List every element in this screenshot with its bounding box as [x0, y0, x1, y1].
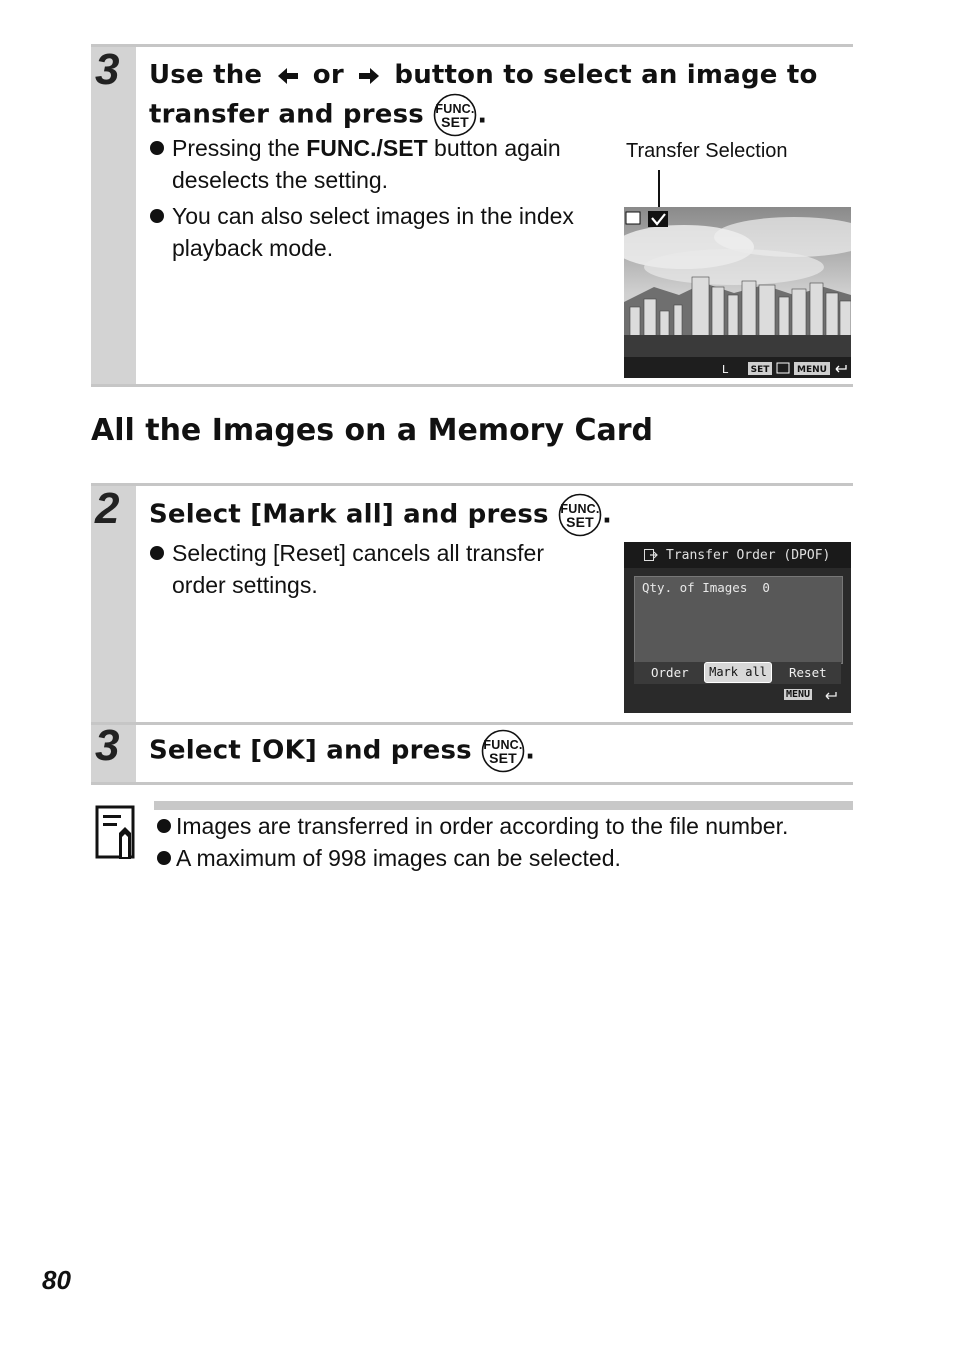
step-title: Select [Mark all] and press FUNC. SET .	[149, 493, 612, 537]
bullet-item: You can also select images in the index playback mode.	[149, 200, 609, 264]
set-badge: SET	[750, 365, 770, 375]
step-2-mark-all	[91, 483, 853, 723]
camera-playback-screen	[624, 207, 851, 378]
menu-badge: MENU	[786, 689, 811, 700]
section-heading: All the Images on a Memory Card	[91, 413, 654, 448]
reset-button[interactable]: Reset	[789, 665, 827, 680]
note-bar	[154, 801, 853, 810]
func-set-button-icon	[433, 93, 477, 137]
city-skyline-image	[624, 207, 851, 378]
right-arrow-icon	[359, 67, 379, 85]
title-period: .	[477, 99, 488, 130]
title-period: .	[601, 499, 613, 530]
step-title	[149, 58, 849, 137]
func-label: FUNC.	[560, 502, 600, 516]
set-label: SET	[489, 750, 517, 766]
func-set-button-icon	[481, 729, 525, 773]
set-label: SET	[566, 514, 594, 530]
return-arrow-icon	[824, 689, 838, 701]
note-icon	[95, 805, 139, 861]
transfer-order-screen	[624, 542, 851, 713]
page-number: 80	[42, 1265, 71, 1295]
bullet-dot	[150, 141, 164, 155]
transfer-icon	[644, 549, 658, 562]
title-period: .	[525, 735, 536, 766]
step-number: 3	[95, 721, 120, 770]
step-3-transfer-select	[91, 44, 853, 387]
bullet-item: Selecting [Reset] cancels all transfer order settings.	[149, 537, 589, 601]
step-3-select-ok	[91, 722, 853, 785]
step-number-column	[91, 486, 136, 723]
step-bullets	[149, 537, 589, 605]
title-text: Use the	[149, 60, 263, 90]
bullet-item: Images are transferred in order according to the file number.	[154, 810, 844, 842]
bullet-dot	[150, 546, 164, 560]
step-number: 2	[95, 484, 120, 533]
set-label: SET	[441, 114, 470, 130]
quality-label: L	[722, 363, 729, 376]
bullet-dot	[157, 851, 171, 865]
qty-of-images: Qty. of Images 0	[642, 580, 770, 595]
bullet-item: A maximum of 998 images can be selected.	[154, 842, 844, 874]
callout-label: Transfer Selection	[626, 140, 788, 162]
left-arrow-icon	[278, 67, 298, 85]
step-title: Select [OK] and press FUNC. SET .	[149, 729, 535, 773]
title-text: transfer and press	[149, 99, 424, 130]
func-label: FUNC.	[483, 738, 523, 752]
step-number: 3	[95, 45, 120, 94]
step-bullets	[149, 132, 609, 268]
order-button[interactable]: Order	[651, 665, 689, 680]
func-label: FUNC.	[435, 102, 475, 116]
bullet-dot	[157, 819, 171, 833]
bullet-item: Pressing the FUNC./SET button again deselects the setting.	[149, 132, 609, 196]
mark-all-button[interactable]: Mark all	[704, 662, 772, 683]
bullet-dot	[150, 209, 164, 223]
screen-title: Transfer Order (DPOF)	[666, 548, 831, 563]
step-number-column	[91, 47, 136, 384]
menu-badge: MENU	[797, 365, 827, 375]
func-set-button-icon	[558, 493, 602, 537]
step-number-column	[91, 721, 136, 782]
note-bullets	[154, 810, 844, 878]
title-text: button to select an image to	[394, 60, 818, 90]
func-set-bold: FUNC./SET	[306, 135, 428, 161]
title-text: or	[312, 60, 344, 90]
